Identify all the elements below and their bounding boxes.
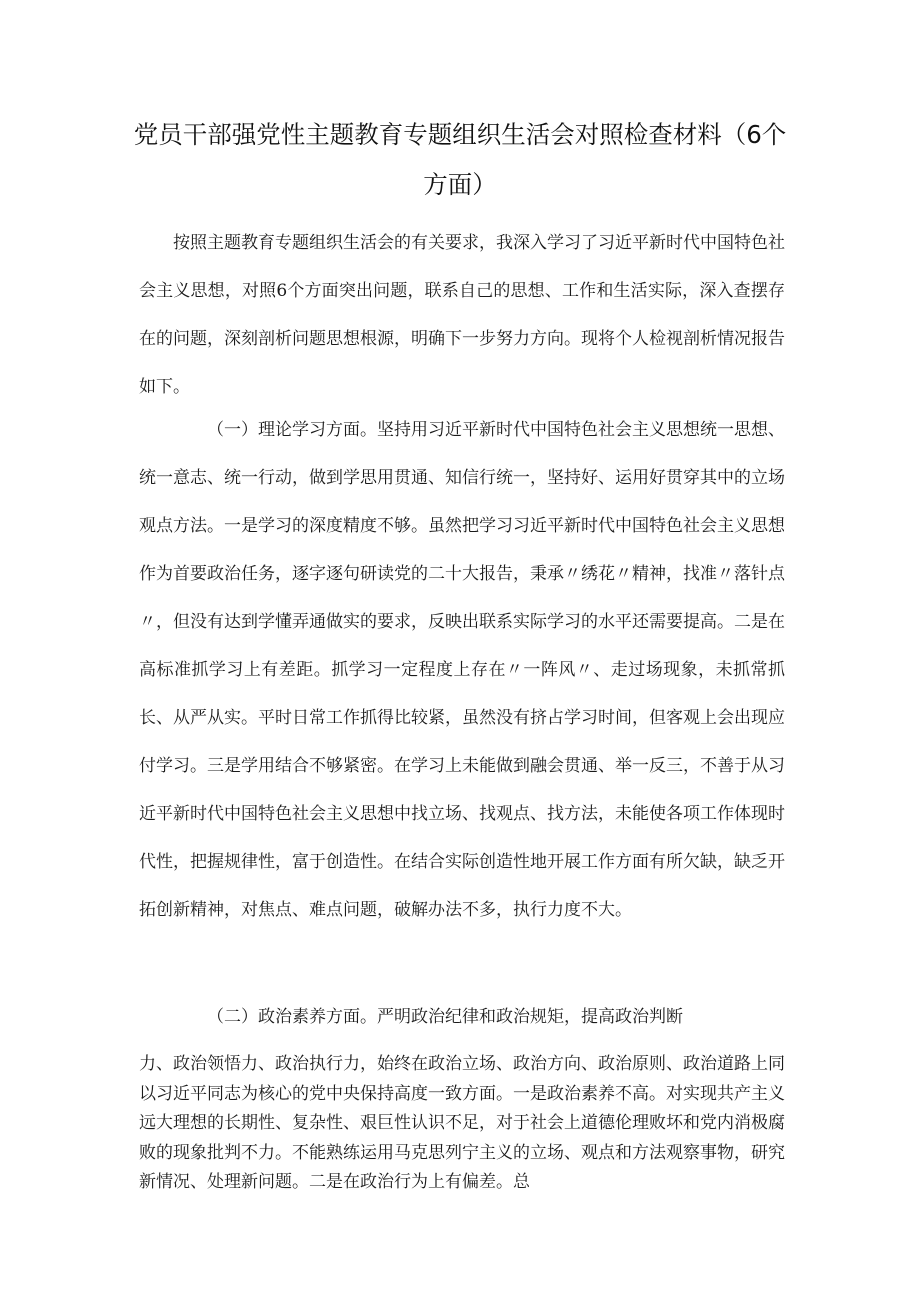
section-1-paragraph: （一）理论学习方面。坚持用习近平新时代中国特色社会主义思想统一思想、统一意志、统一行动，做到学思用贯通、知信行统一，坚持好、运用好贯穿其中的立场观点方法。一是学习的深度精度不够。虽然把学习习近平新时代中国特色社会主义思想作为首要政治任务，逐字逐句研读党的二十大报告，秉承〃绣花〃精神，找准〃落针点〃，但没有达到学懂弄通做实的要求，反映出联系实际学习的水平还需要提高。二是在高标准抓学习上有差距。抓学习一定程度上存在〃一阵风〃、走过场现象，未抓常抓长、从严从实。平时日常工作抓得比较紧，虽然没有挤占学习时间，但客观上会出现应付学习。三是学用结合不够紧密。在学习上未能做到融会贯通、举一反三，不善于从习近平新时代中国特色社会主义思想中找立场、找观点、找方法，未能使各项工作体现时代性，把握规律性，富于创造性。在结合实际创造性地开展工作方面有所欠缺，缺乏开拓创新精神，对焦点、难点问题，破解办法不多，执行力度不大。 [139,420,785,920]
section-2-paragraph: 力、政治领悟力、政治执行力，始终在政治立场、政治方向、政治原则、政治道路上同以习近平同志为核心的党中央保持高度一致方面。一是政治素养不高。对实现共产主义远大理想的长期性、复杂性、艰巨性认识不足，对于社会上道德伦理败坏和党内消极腐败的现象批判不力。不能熟练运用马克思列宁主义的立场、观点和方法观察事物，研究新情况、处理新问题。二是在政治行为上有偏差。总 [139,1054,785,1192]
document-title: 党员干部强党性主题教育专题组织生活会对照检查材料（6个方面） [133,120,787,199]
section-2-heading-line: （二）政治素养方面。严明政治纪律和政治规矩，提高政治判断 [207,1007,683,1027]
intro-paragraph: 按照主题教育专题组织生活会的有关要求，我深入学习了习近平新时代中国特色社会主义思想，对照6个方面突出问题，联系自己的思想、工作和生活实际，深入查摆存在的问题，深刻剖析问题思想根源，明确下一步努力方向。现将个人检视剖析情况报告如下。 [139,233,785,397]
